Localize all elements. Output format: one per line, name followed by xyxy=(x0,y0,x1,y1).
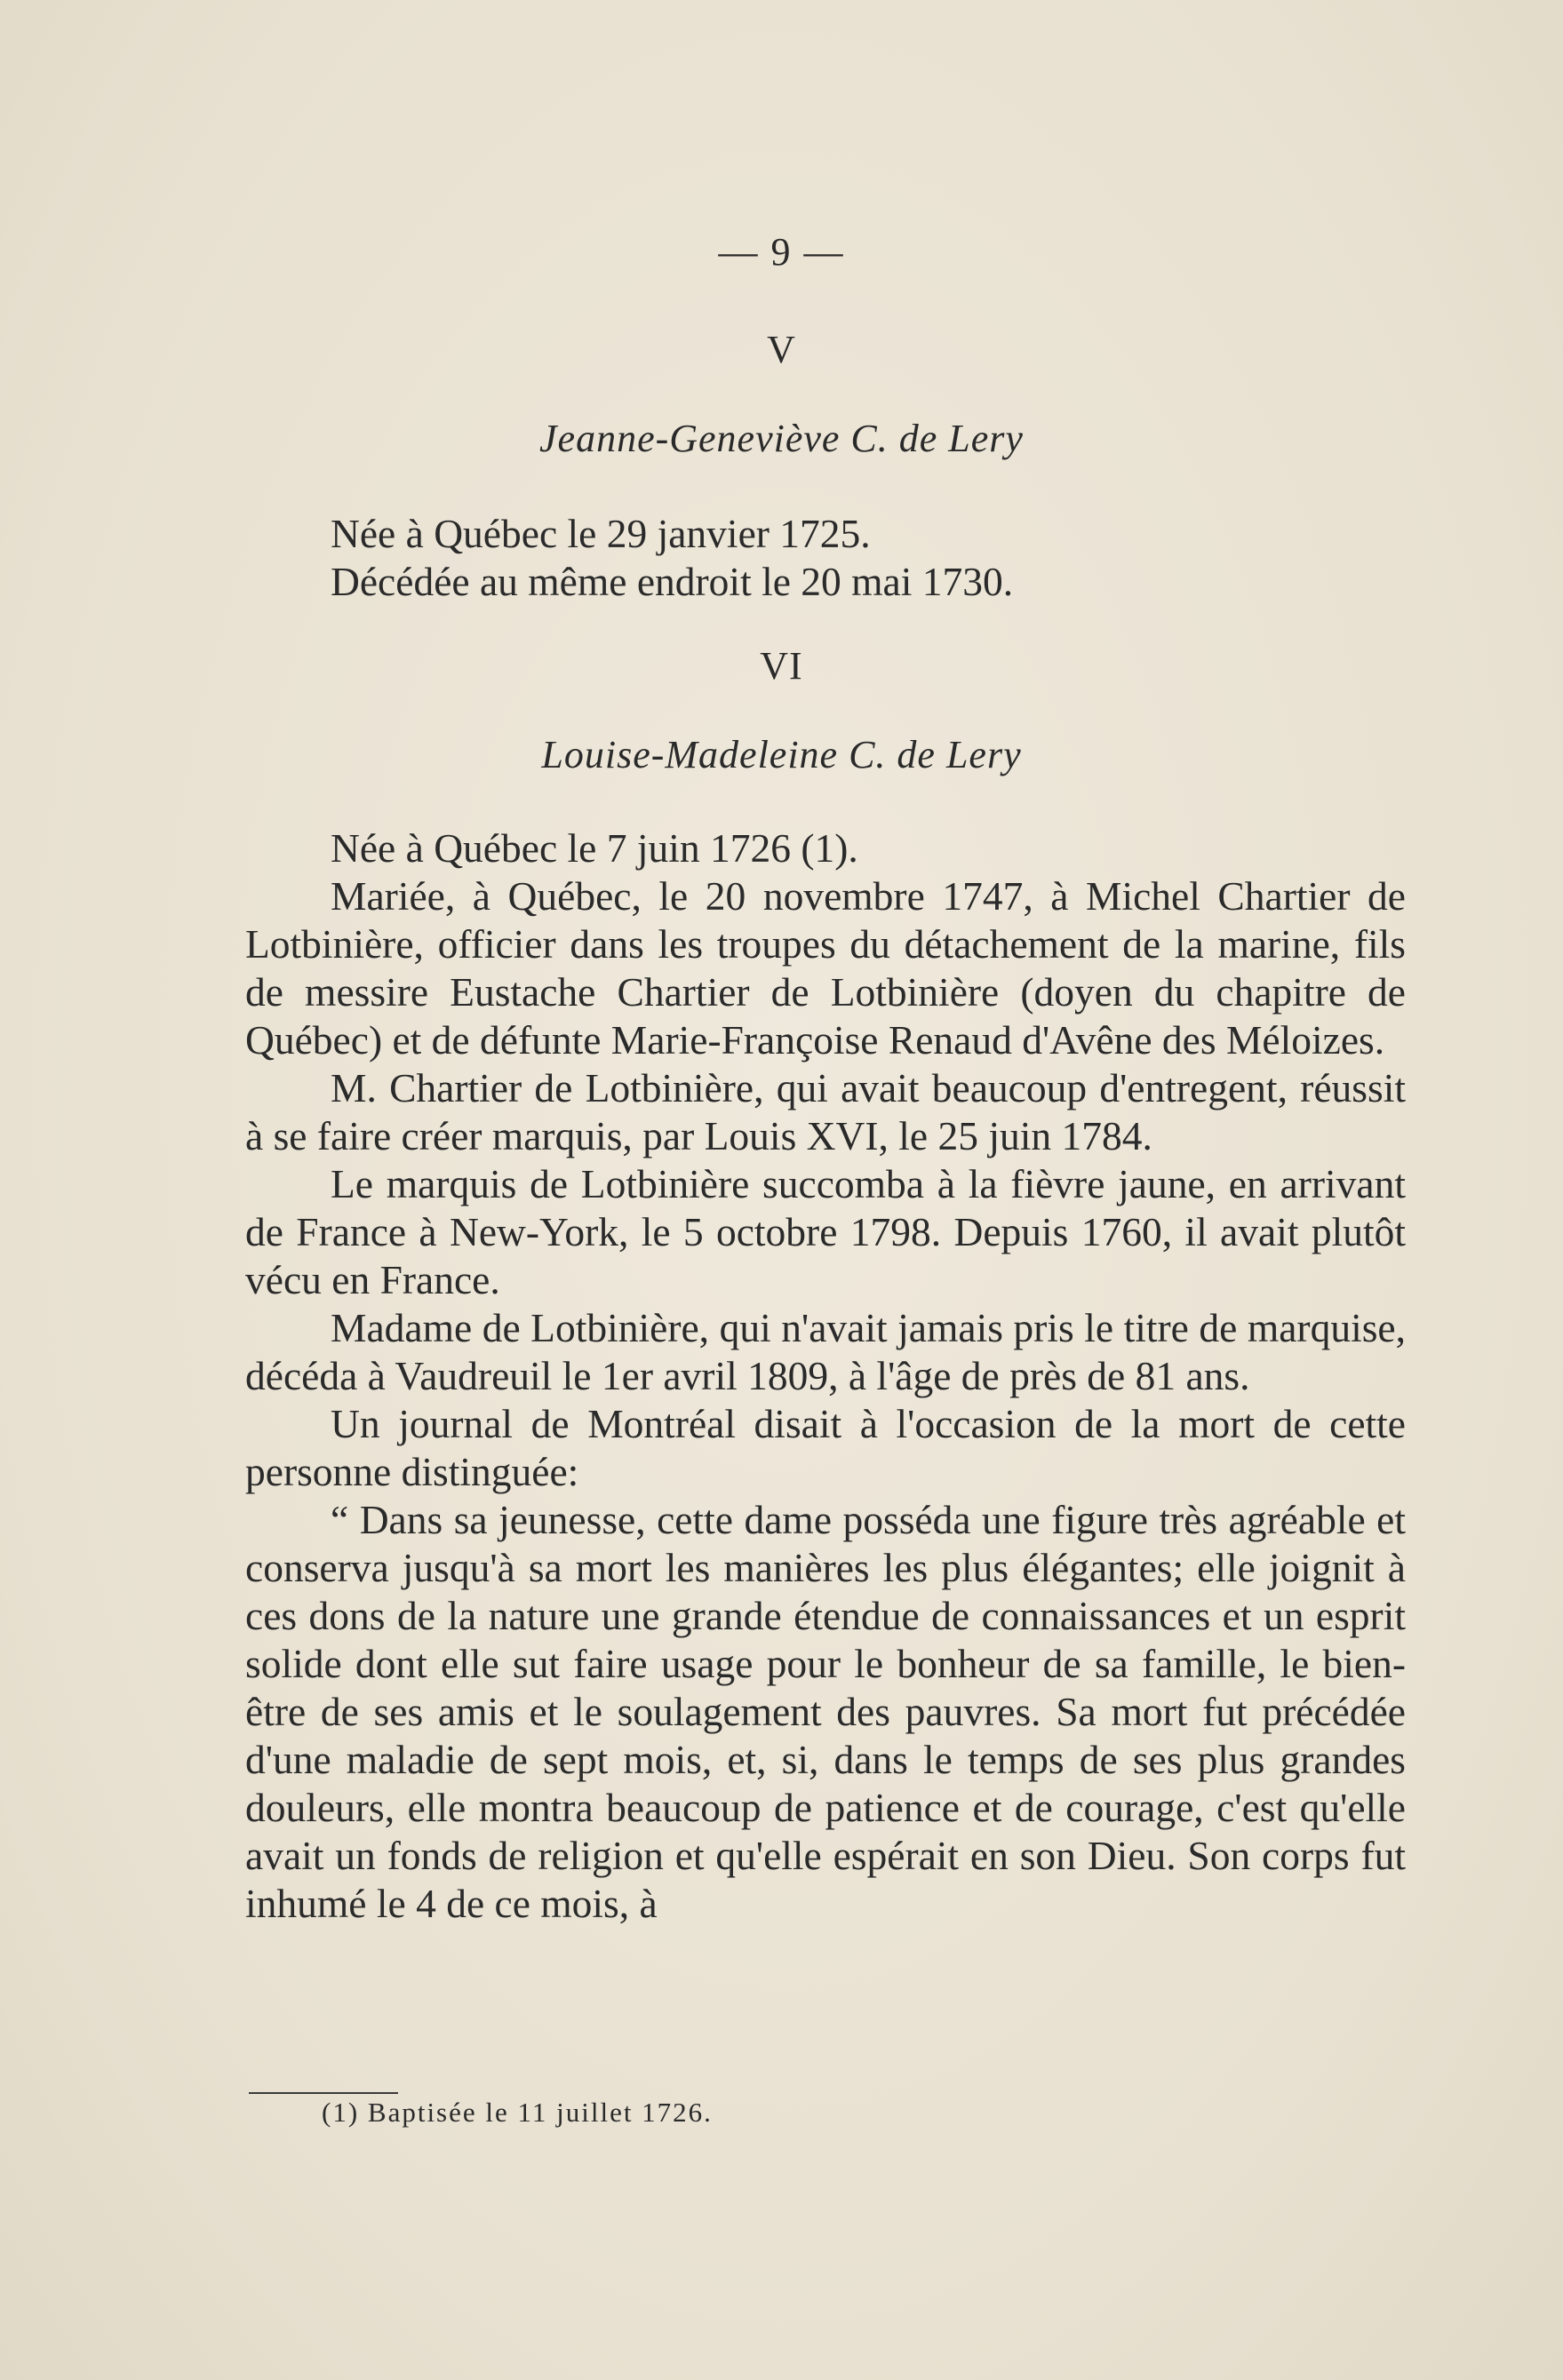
page-number: — 9 — xyxy=(718,230,845,274)
paragraph: Mariée, à Québec, le 20 novembre 1747, à Michel Chartier de Lotbinière, officier dans les troupes du détachement de la marine, fils de messire Eustache Chartier de Lotbinière (doyen du chapitre de Québec) et de défunte Marie-Françoise Renaud d'Avêne des Méloizes. xyxy=(245,873,1406,1063)
section-v-body xyxy=(245,510,1406,606)
person-name-louise-madeleine: Louise-Madeleine C. de Lery xyxy=(541,733,1022,776)
person-name-jeanne-genevieve: Jeanne-Geneviève C. de Lery xyxy=(539,417,1024,460)
footnote-divider xyxy=(249,2092,398,2094)
footnote: (1) Baptisée le 11 juillet 1726. xyxy=(322,2097,713,2128)
quotation-paragraph: “ Dans sa jeunesse, cette dame posséda une figure très agréable et conserva jusqu'à sa mort les manières les plus élégantes; elle joignit à ces dons de la nature une grande étendue de connaissances et un esprit solide dont elle sut faire usage pour le bonheur de sa famille, le bien-être de ses amis et le soulagement des pauvres. Sa mort fut précédée d'une maladie de sept mois, et, si, dans le temps de ses plus grandes douleurs, elle montra beaucoup de patience et de courage, c'est qu'elle avait un fonds de religion et qu'elle espérait en son Dieu. Son corps fut inhumé le 4 de ce mois, à xyxy=(245,1497,1406,1926)
paragraph: M. Chartier de Lotbinière, qui avait beaucoup d'entregent, réussit à se faire créer marquis, par Louis XVI, le 25 juin 1784. xyxy=(245,1065,1406,1158)
paragraph: Un journal de Montréal disait à l'occasion de la mort de cette personne distinguée: xyxy=(245,1401,1406,1494)
section-heading-v: V xyxy=(767,328,796,371)
paragraph: Née à Québec le 29 janvier 1725. xyxy=(331,511,871,556)
section-vi-body xyxy=(245,824,1406,1928)
section-heading-vi: VI xyxy=(760,644,803,688)
paragraph: Née à Québec le 7 juin 1726 (1). xyxy=(331,825,858,871)
paragraph: Madame de Lotbinière, qui n'avait jamais pris le titre de marquise, décéda à Vaudreuil le 1er avril 1809, à l'âge de près de 81 ans. xyxy=(245,1305,1406,1398)
paragraph: Décédée au même endroit le 20 mai 1730. xyxy=(331,559,1014,604)
paragraph: Le marquis de Lotbinière succomba à la fièvre jaune, en arrivant de France à New-York, le 5 octobre 1798. Depuis 1760, il avait plutôt vécu en France. xyxy=(245,1161,1406,1302)
